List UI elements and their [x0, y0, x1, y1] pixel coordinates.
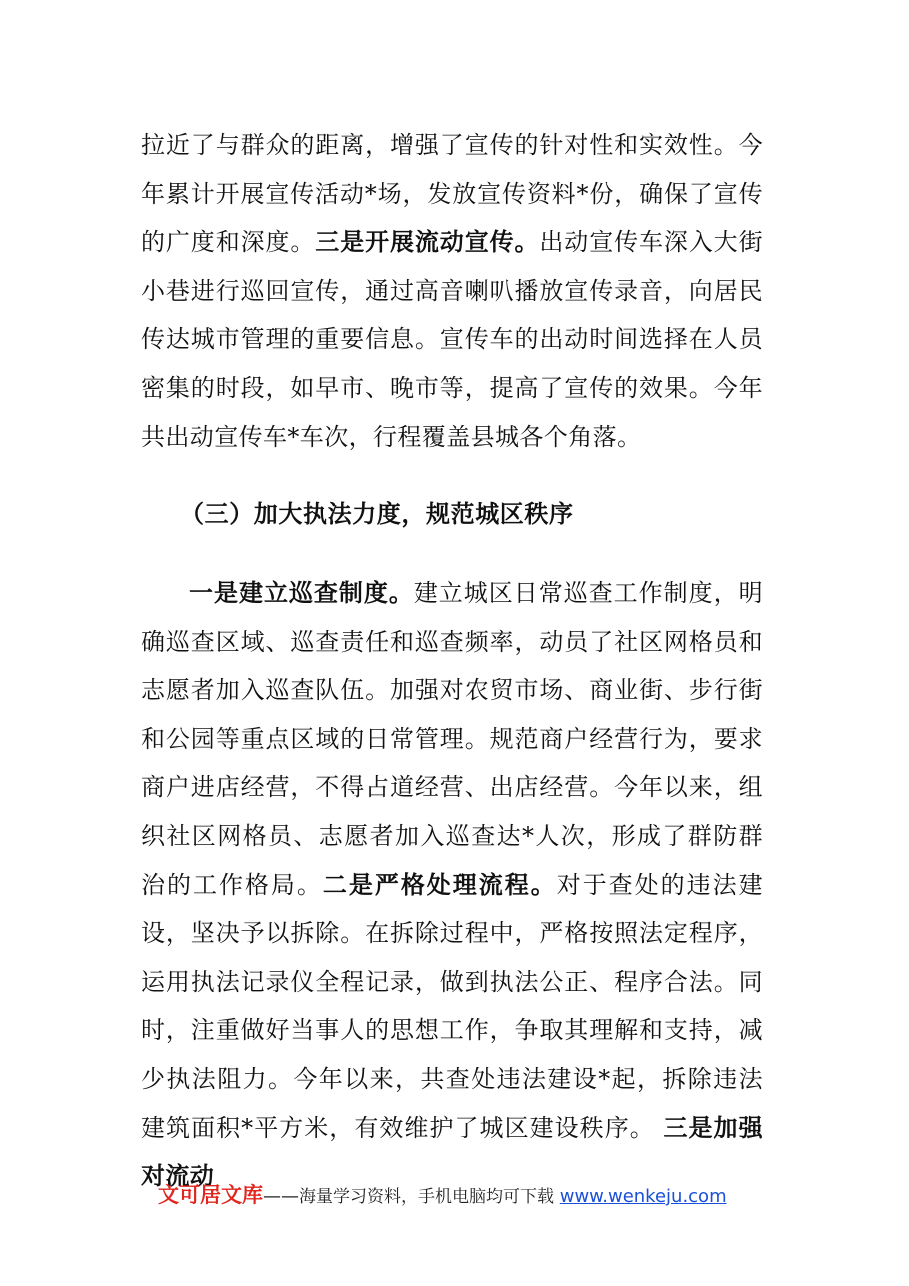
footer-brand: 文可居文库 — [158, 1183, 263, 1207]
bold-lead-phrase: 一是建立巡查制度。 — [189, 579, 414, 607]
bold-lead-phrase: 二是严格处理流程。 — [322, 870, 557, 899]
paragraph-text: 出动宣传车深入大街小巷进行巡回宣传，通过高音喇叭播放宣传录音，向居民传达城市管理的重要信息。宣传车的出动时间选择在人员密集的时段，如早市、晚市等，提高了宣传的效果。今年共出动宣传车*车次，行程覆盖县城各个角落。 — [141, 228, 763, 451]
paragraph-text: 建立城区日常巡查工作制度，明确巡查区域、巡查责任和巡查频率，动员了社区网格员和志愿者加入巡查队伍。加强对农贸市场、商业街、步行街和公园等重点区域的日常管理。规范商户经营行为，要求商户进店经营，不得占道经营、出店经营。今年以来，组织社区网格员、志愿者加入巡查达*人次，形成了群防群治的工作格局。 — [141, 579, 763, 899]
footer-slogan: 海量学习资料，手机电脑均可下载 — [299, 1187, 554, 1207]
footer-website-link[interactable]: www.wenkeju.com — [559, 1186, 727, 1207]
bold-lead-phrase: 三是加强对流动 — [141, 1113, 763, 1191]
paragraph-text: 拉近了与群众的距离，增强了宣传的针对性和实效性。今年累计开展宣传活动*场，发放宣传资料*份，确保了宣传的广度和深度。 — [141, 131, 763, 257]
section-heading: （三）加大执法力度，规范城区秩序 — [180, 500, 574, 528]
page-footer — [158, 1180, 727, 1212]
bold-lead-phrase: 三是开展流动宣传。 — [315, 228, 540, 257]
body-paragraph-2 — [141, 569, 763, 1201]
footer-dash: —— — [263, 1186, 299, 1207]
paragraph-text: 对于查处的违法建设，坚决予以拆除。在拆除过程中，严格按照法定程序，运用执法记录仪全程记录，做到执法公正、程序合法。同时，注重做好当事人的思想工作，争取其理解和支持，减少执法阻力。今年以来，共查处违法建设*起，拆除违法建筑面积*平方米，有效维护了城区建设秩序。 — [141, 870, 763, 1142]
body-paragraph-1 — [141, 121, 763, 461]
